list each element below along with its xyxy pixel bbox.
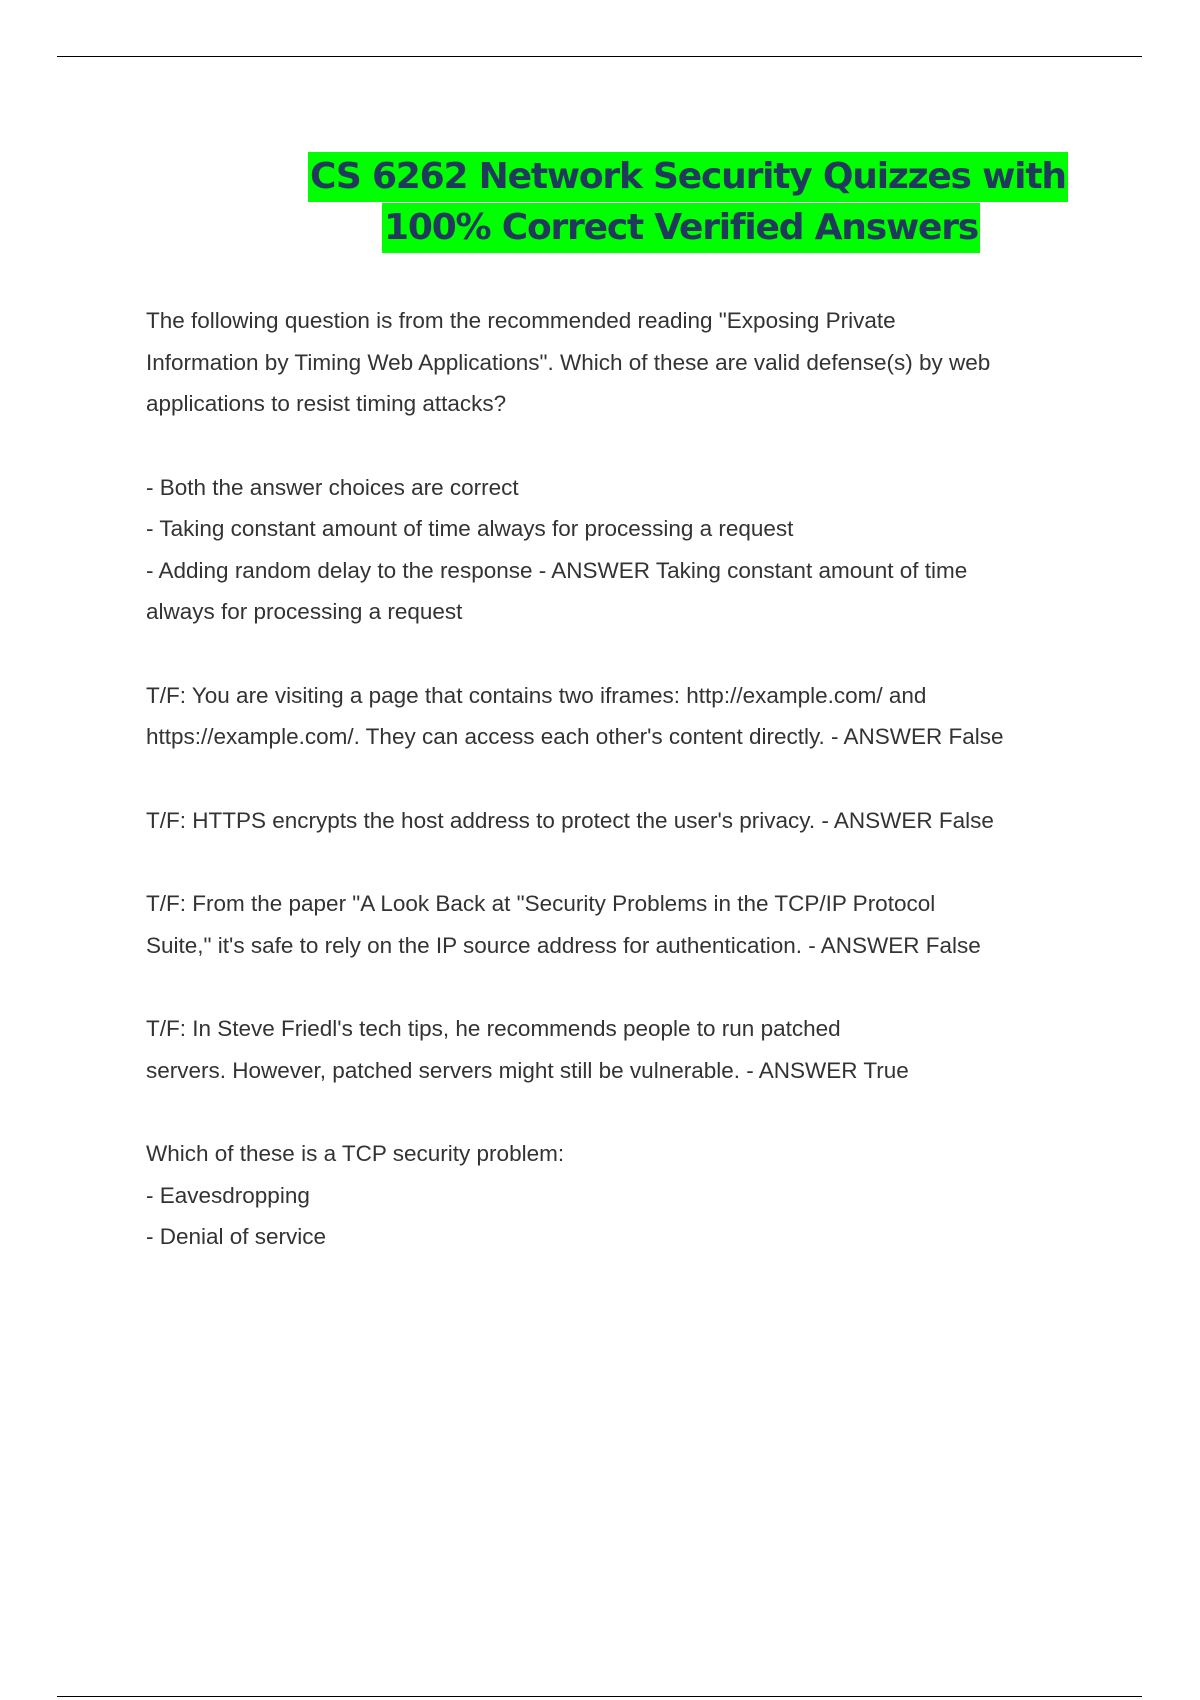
top-rule <box>57 56 1142 57</box>
text-line: - Denial of service <box>146 1224 327 1249</box>
text-line: applications to resist timing attacks? <box>146 391 507 416</box>
text-line: T/F: In Steve Friedl's tech tips, he recommends people to run patched <box>146 1016 841 1041</box>
text-line: Which of these is a TCP security problem: <box>146 1141 565 1166</box>
text-line: T/F: You are visiting a page that contains two iframes: http://example.com/ and <box>146 682 927 708</box>
text-line: - Adding random delay to the response - ANSWER Taking constant amount of time <box>146 557 968 583</box>
text-line: Information by Timing Web Applications". Which of these are valid defense(s) by web <box>146 349 991 375</box>
title-line-1: CS 6262 Network Security Quizzes with <box>308 152 1068 202</box>
bottom-rule <box>57 1696 1142 1697</box>
text-line: - Both the answer choices are correct <box>146 474 519 500</box>
text-line: - Taking constant amount of time always for processing a request <box>146 516 794 541</box>
text-line: T/F: HTTPS encrypts the host address to protect the user's privacy. - ANSWER False <box>146 807 994 833</box>
text-line: - Eavesdropping <box>146 1182 310 1208</box>
question-block-3 <box>146 800 1076 842</box>
text-line: Suite," it's safe to rely on the IP source address for authentication. - ANSWER False <box>146 932 981 958</box>
question-block-5 <box>146 1008 1076 1091</box>
document-body <box>146 300 1076 1300</box>
text-line: https://example.com/. They can access each other's content directly. - ANSWER False <box>146 724 1004 749</box>
question-block-4 <box>146 883 1076 966</box>
question-block-2 <box>146 675 1076 758</box>
text-line: servers. However, patched servers might still be vulnerable. - ANSWER True <box>146 1057 909 1083</box>
text-line: T/F: From the paper "A Look Back at "Security Problems in the TCP/IP Protocol <box>146 891 936 916</box>
answer-choices-block <box>146 467 1076 633</box>
text-line: The following question is from the recommended reading "Exposing Private <box>146 308 896 333</box>
question-block-6 <box>146 1133 1076 1258</box>
title-line-2: 100% Correct Verified Answers <box>382 203 980 253</box>
text-line: always for processing a request <box>146 599 463 624</box>
question-block-1 <box>146 300 1076 425</box>
